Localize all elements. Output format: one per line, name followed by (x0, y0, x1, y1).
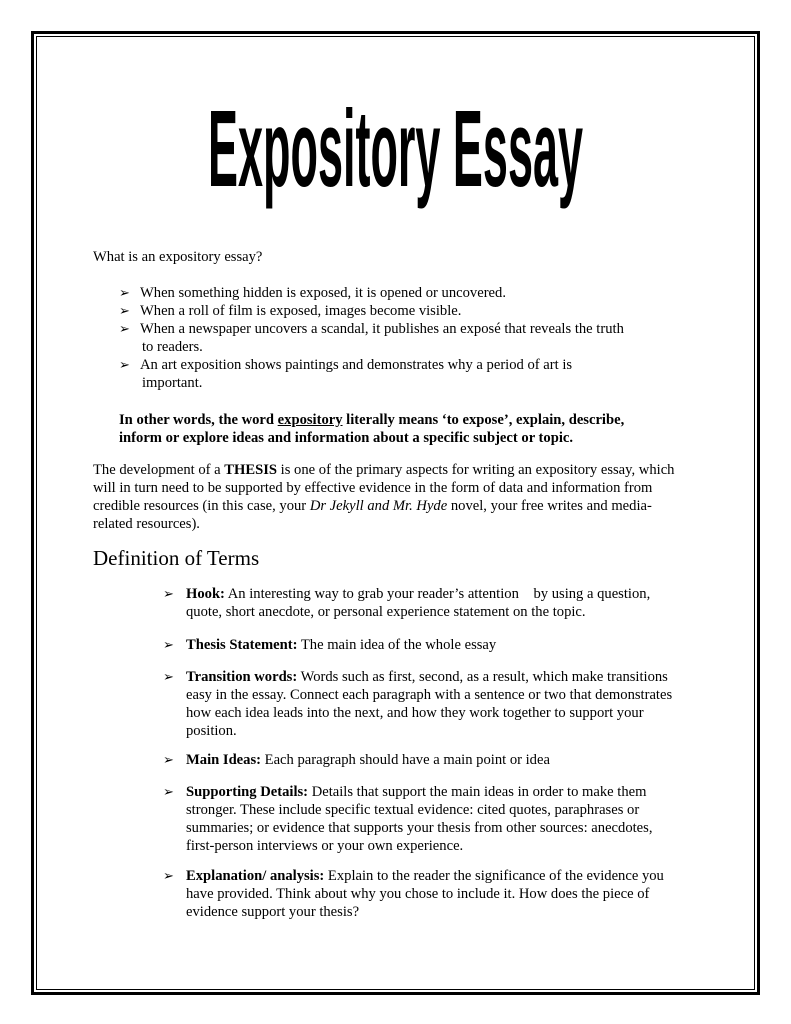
tp-2: is one of the primary aspects for writing an expository essay, which (277, 462, 675, 478)
term-line (186, 668, 668, 686)
tp-novel: Dr Jekyll and Mr. Hyde (309, 498, 448, 514)
term-line (186, 751, 550, 769)
bullet-text: When a newspaper uncovers a scandal, it publishes an exposé that reveals the truth (140, 321, 624, 337)
term-line: easy in the essay. Connect each paragraph with a sentence or two that demonstrates (186, 687, 673, 703)
term-label: Thesis Statement: (186, 637, 298, 653)
iow-rest: literally means ‘to expose’, explain, describe, (342, 412, 625, 428)
tp-3b: novel, your free writes and media- (447, 498, 652, 514)
term-label: Main Ideas: (186, 752, 261, 768)
iow-lead: In other words, (119, 412, 215, 428)
tp-1: The development of a (93, 462, 225, 478)
term-line: stronger. These include specific textual evidence: cited quotes, paraphrases or (186, 802, 640, 818)
tp-3a: credible resources (in this case, your (93, 498, 310, 514)
iow-word: expository (277, 412, 343, 428)
in-other-words (119, 411, 624, 447)
bullet-arrow-icon: ➢ (163, 868, 174, 883)
term-label: Hook: (186, 586, 225, 602)
bullet-arrow-icon: ➢ (119, 303, 130, 318)
term-line (186, 867, 664, 885)
title-text: Expository Essay (208, 87, 583, 210)
definitions-heading: Definition of Terms (93, 546, 260, 570)
iow-line2: inform or explore ideas and information about a specific subject or topic. (119, 430, 574, 446)
tp-line4: related resources). (93, 516, 200, 532)
term-line: position. (186, 723, 237, 739)
term-line: have provided. Think about why you chose to include it. How does the piece of (186, 886, 650, 902)
bullet-arrow-icon: ➢ (119, 321, 130, 336)
tp-line2: will in turn need to be supported by effective evidence in the form of data and information from (93, 480, 653, 496)
term-line (186, 585, 650, 603)
bullet-text: to readers. (142, 339, 203, 355)
bullet-arrow-icon: ➢ (163, 752, 174, 767)
bullet-arrow-icon: ➢ (163, 669, 174, 684)
bullet-arrow-icon: ➢ (163, 637, 174, 652)
term-label: Explanation/ analysis: (186, 868, 325, 884)
term-line: first-person interviews or your own experience. (186, 838, 464, 854)
term-label: Supporting Details: (186, 784, 309, 800)
term-definition: The main idea of the whole essay (297, 637, 497, 653)
thesis-paragraph (93, 461, 674, 533)
bullet-text: When a roll of film is exposed, images become visible. (140, 303, 462, 319)
bullet-arrow-icon: ➢ (163, 586, 174, 601)
bullet-text: When something hidden is exposed, it is opened or uncovered. (140, 285, 506, 301)
term-line: evidence support your thesis? (186, 904, 360, 920)
term-line (186, 636, 496, 654)
term-definition: Details that support the main ideas in order to make them (308, 784, 647, 800)
bullet-arrow-icon: ➢ (119, 357, 130, 372)
term-definition: Each paragraph should have a main point or idea (261, 752, 550, 768)
term-line: how each idea leads into the next, and how they work together to support your (186, 705, 644, 721)
bullet-arrow-icon: ➢ (163, 784, 174, 799)
iow-mid: the word (214, 412, 278, 428)
term-line (186, 783, 646, 801)
tp-thesis: THESIS (224, 462, 278, 478)
term-label: Transition words: (186, 669, 298, 685)
term-line: quote, short anecdote, or personal experience statement on the topic. (186, 604, 586, 620)
term-definition: Explain to the reader the significance of the evidence you (324, 868, 664, 884)
bullet-text: An art exposition shows paintings and demonstrates why a period of art is (140, 357, 573, 373)
bullet-text: important. (142, 375, 203, 391)
wordart-title (200, 88, 590, 218)
bullet-arrow-icon: ➢ (119, 285, 130, 300)
term-line: summaries; or evidence that supports your thesis from other sources: anecdotes, (186, 820, 653, 836)
term-definition: An interesting way to grab your reader’s attention by using a question, (224, 586, 651, 602)
question: What is an expository essay? (93, 249, 263, 265)
term-definition: Words such as first, second, as a result, which make transitions (297, 669, 668, 685)
